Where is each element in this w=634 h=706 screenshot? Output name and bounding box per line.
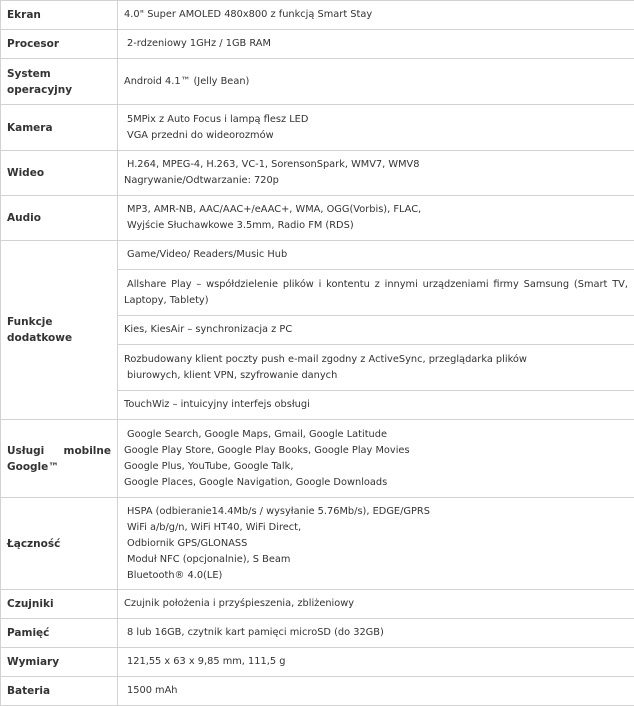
table-row (1, 498, 634, 590)
row-label-bateria: Bateria (1, 677, 118, 706)
value-line: Android 4.1™ (Jelly Bean) (124, 74, 628, 90)
value-line: MP3, AMR-NB, AAC/AAC+/eAAC+, WMA, OGG(Vorbis), FLAC, (124, 202, 628, 218)
table-row (1, 420, 634, 498)
value-line: Game/Video/ Readers/Music Hub (124, 247, 628, 263)
value-line: HSPA (odbieranie14.4Mb/s / wysyłanie 5.76Mb/s), EDGE/GPRS (124, 504, 628, 520)
label-word: Usługi (7, 443, 44, 459)
value-line: VGA przedni do wideorozmów (124, 128, 628, 144)
table-row (1, 59, 634, 105)
row-label-uslugi (1, 420, 118, 498)
row-value-czujniki (118, 590, 634, 619)
value-line: Moduł NFC (opcjonalnie), S Beam (124, 552, 628, 568)
row-value-ekran (118, 1, 634, 30)
row-value-funkcje-kies (118, 316, 634, 345)
value-line: Google Search, Google Maps, Gmail, Google Latitude (124, 427, 628, 443)
row-label-audio: Audio (1, 196, 118, 241)
row-value-funkcje-touchwiz (118, 391, 634, 420)
value-line: Allshare Play – współdzielenie plików i kontentu z innymi urządzeniami firmy Samsung (Smart TV, (124, 277, 628, 293)
row-label-funkcje (1, 241, 118, 420)
value-line: Bluetooth® 4.0(LE) (124, 568, 628, 584)
row-label-procesor: Procesor (1, 30, 118, 59)
value-line: Google Play Store, Google Play Books, Google Play Movies (124, 443, 628, 459)
value-line: 4.0" Super AMOLED 480x800 z funkcją Smart Stay (124, 7, 628, 23)
row-value-lacznosc (118, 498, 634, 590)
row-value-funkcje-allshare (118, 270, 634, 316)
value-line: Google Plus, YouTube, Google Talk, (124, 459, 628, 475)
value-line: Nagrywanie/Odtwarzanie: 720p (124, 173, 628, 189)
value-line: TouchWiz – intuicyjny interfejs obsługi (124, 397, 628, 413)
table-row (1, 151, 634, 196)
row-value-wymiary (118, 648, 634, 677)
row-value-pamiec (118, 619, 634, 648)
row-label-kamera: Kamera (1, 105, 118, 151)
row-value-wideo (118, 151, 634, 196)
value-line: Google Places, Google Navigation, Google Downloads (124, 475, 628, 491)
row-label-system (1, 59, 118, 105)
row-label-czujniki: Czujniki (1, 590, 118, 619)
label-line: dodatkowe (7, 330, 111, 346)
row-value-bateria (118, 677, 634, 706)
table-row (1, 30, 634, 59)
value-line: H.264, MPEG-4, H.263, VC-1, SorensonSpark, WMV7, WMV8 (124, 157, 628, 173)
table-row (1, 619, 634, 648)
row-value-audio (118, 196, 634, 241)
table-row (1, 590, 634, 619)
value-line: Rozbudowany klient poczty push e-mail zgodny z ActiveSync, przeglądarka plików (124, 352, 628, 368)
value-line: 2-rdzeniowy 1GHz / 1GB RAM (124, 36, 628, 52)
row-value-funkcje-email (118, 345, 634, 391)
table-row (1, 677, 634, 706)
value-line: Laptopy, Tablety) (124, 293, 628, 309)
value-line: 5MPix z Auto Focus i lampą flesz LED (124, 112, 628, 128)
value-line: 121,55 x 63 x 9,85 mm, 111,5 g (124, 654, 628, 670)
value-line: 1500 mAh (124, 683, 628, 699)
row-label-wideo: Wideo (1, 151, 118, 196)
value-line: Wyjście Słuchawkowe 3.5mm, Radio FM (RDS) (124, 218, 628, 234)
table-row (1, 241, 634, 270)
row-label-pamiec: Pamięć (1, 619, 118, 648)
table-row (1, 648, 634, 677)
value-line: biurowych, klient VPN, szyfrowanie danych (124, 368, 628, 384)
label-line: operacyjny (7, 82, 111, 98)
row-value-funkcje-hub (118, 241, 634, 270)
value-line: 8 lub 16GB, czytnik kart pamięci microSD (do 32GB) (124, 625, 628, 641)
table-row (1, 1, 634, 30)
row-label-ekran: Ekran (1, 1, 118, 30)
value-line: Odbiornik GPS/GLONASS (124, 536, 628, 552)
label-line: Funkcje (7, 314, 111, 330)
value-line: Czujnik położenia i przyśpieszenia, zbliżeniowy (124, 596, 628, 612)
row-value-procesor (118, 30, 634, 59)
label-word: mobilne (64, 443, 111, 459)
table-row (1, 105, 634, 151)
row-label-wymiary: Wymiary (1, 648, 118, 677)
row-label-lacznosc: Łączność (1, 498, 118, 590)
label-line (7, 443, 111, 459)
label-line: System (7, 66, 111, 82)
value-line: WiFi a/b/g/n, WiFi HT40, WiFi Direct, (124, 520, 628, 536)
row-value-kamera (118, 105, 634, 151)
row-value-system (118, 59, 634, 105)
row-value-uslugi (118, 420, 634, 498)
table-row (1, 196, 634, 241)
value-line: Kies, KiesAir – synchronizacja z PC (124, 322, 628, 338)
label-line: Google™ (7, 459, 111, 475)
